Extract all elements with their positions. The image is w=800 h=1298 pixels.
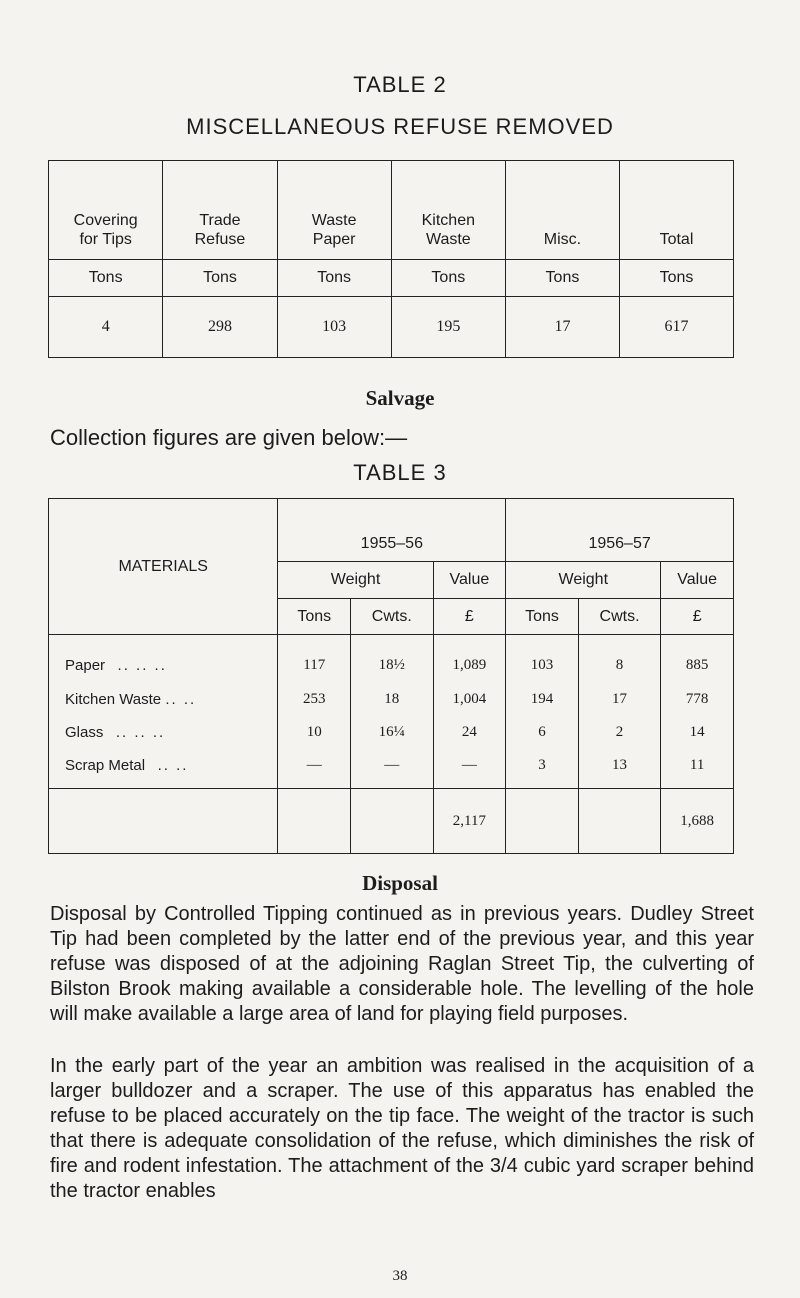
value-cell: 617 (619, 297, 733, 358)
value-cell: 1,004 (433, 683, 506, 716)
tons-header-2: Tons (506, 599, 579, 635)
disposal-heading: Disposal (362, 871, 438, 895)
cwts-cell: 16¼ (351, 716, 434, 749)
tons-cell: 10 (278, 716, 351, 749)
pound-header-1: £ (433, 599, 506, 635)
value-cell: 778 (661, 683, 734, 716)
value-cell: 24 (433, 716, 506, 749)
material-name: Kitchen Waste (65, 691, 162, 708)
total-row (49, 789, 734, 854)
empty-cell (506, 789, 579, 854)
value-cell: 885 (661, 635, 734, 684)
cwts-cell: 2 (578, 716, 661, 749)
material-name: Scrap Metal (65, 757, 146, 774)
year-1955: 1955–56 (278, 499, 506, 562)
tons-cell: 117 (278, 635, 351, 684)
cwts-header-2: Cwts. (578, 599, 661, 635)
tons-cell: 6 (506, 716, 579, 749)
total-value-1: 2,117 (433, 789, 506, 854)
cwts-header-1: Cwts. (351, 599, 434, 635)
table-row (49, 716, 734, 749)
weight-header-2: Weight (506, 562, 661, 599)
value-header-1: Value (433, 562, 506, 599)
year-1956: 1956–57 (506, 499, 734, 562)
unit-cell: Tons (163, 260, 277, 297)
value-header-2: Value (661, 562, 734, 599)
cwts-cell: 18 (351, 683, 434, 716)
salvage-heading: Salvage (365, 386, 435, 410)
unit-cell: Tons (49, 260, 163, 297)
tons-cell: — (278, 749, 351, 789)
empty-cell (49, 789, 278, 854)
page-number: 38 (392, 1268, 408, 1284)
value-cell: 1,089 (433, 635, 506, 684)
value-cell: 4 (49, 297, 163, 358)
empty-cell (578, 789, 661, 854)
disposal-paragraph-1: Disposal by Controlled Tipping continued as in previous years. Dudley Street Tip had been completed by the latter end of the previous year, and this year refuse was disposed of at the adjoining Raglan Street Tip, the culverting of Bilston Brook making available a considerable hole. The levelling of the hole will make available a large area of land for playing field purposes. (50, 903, 754, 1025)
table2-title: MISCELLANEOUS REFUSE REMOVED (186, 114, 614, 139)
material-name: Paper (65, 656, 106, 674)
value-cell: 103 (277, 297, 391, 358)
material-name: Glass (65, 724, 104, 741)
value-cell: 298 (163, 297, 277, 358)
weight-header-1: Weight (278, 562, 433, 599)
header-waste-paper: Waste Paper (277, 161, 391, 260)
tons-cell: 103 (506, 635, 579, 684)
unit-cell: Tons (505, 260, 619, 297)
header-trade: Trade Refuse (163, 161, 277, 260)
empty-cell (278, 789, 351, 854)
table-row (49, 749, 734, 789)
unit-cell: Tons (391, 260, 505, 297)
table-row (49, 635, 734, 684)
salvage-intro: Collection figures are given below:— (50, 425, 408, 450)
tons-header-1: Tons (278, 599, 351, 635)
unit-cell: Tons (277, 260, 391, 297)
leader-dots: .. .. .. (117, 656, 167, 674)
cwts-cell: 17 (578, 683, 661, 716)
disposal-paragraph-2: In the early part of the year an ambition was realised in the acquisition of a larger bulldozer and a scraper. The use of this apparatus has enabled the refuse to be placed accurately on the tip face. The weight of the tractor is such that there is adequate consolidation of the refuse, which diminishes the risk of fire and rodent infestation. The attachment of the 3/4 cubic yard scraper behind the tractor enables (50, 1055, 754, 1202)
value-cell: 17 (505, 297, 619, 358)
leader-dots: .. .. (157, 757, 189, 774)
refuse-table (48, 160, 734, 358)
header-kitchen: Kitchen Waste (391, 161, 505, 260)
table2-label: TABLE 2 (353, 72, 447, 97)
cwts-cell: 8 (578, 635, 661, 684)
total-value-2: 1,688 (661, 789, 734, 854)
value-cell: 14 (661, 716, 734, 749)
header-misc: Misc. (505, 161, 619, 260)
table-row (49, 683, 734, 716)
leader-dots: .. .. .. (115, 724, 166, 741)
cwts-cell: — (351, 749, 434, 789)
salvage-table (48, 498, 734, 854)
value-cell: 195 (391, 297, 505, 358)
leader-dots: .. .. (165, 691, 197, 708)
tons-cell: 253 (278, 683, 351, 716)
header-covering: Covering for Tips (49, 161, 163, 260)
value-cell: — (433, 749, 506, 789)
materials-header: MATERIALS (49, 499, 278, 635)
tons-cell: 194 (506, 683, 579, 716)
tons-cell: 3 (506, 749, 579, 789)
pound-header-2: £ (661, 599, 734, 635)
header-total: Total (619, 161, 733, 260)
table3-label: TABLE 3 (353, 460, 447, 485)
empty-cell (351, 789, 434, 854)
cwts-cell: 13 (578, 749, 661, 789)
unit-cell: Tons (619, 260, 733, 297)
cwts-cell: 18½ (351, 635, 434, 684)
value-cell: 11 (661, 749, 734, 789)
